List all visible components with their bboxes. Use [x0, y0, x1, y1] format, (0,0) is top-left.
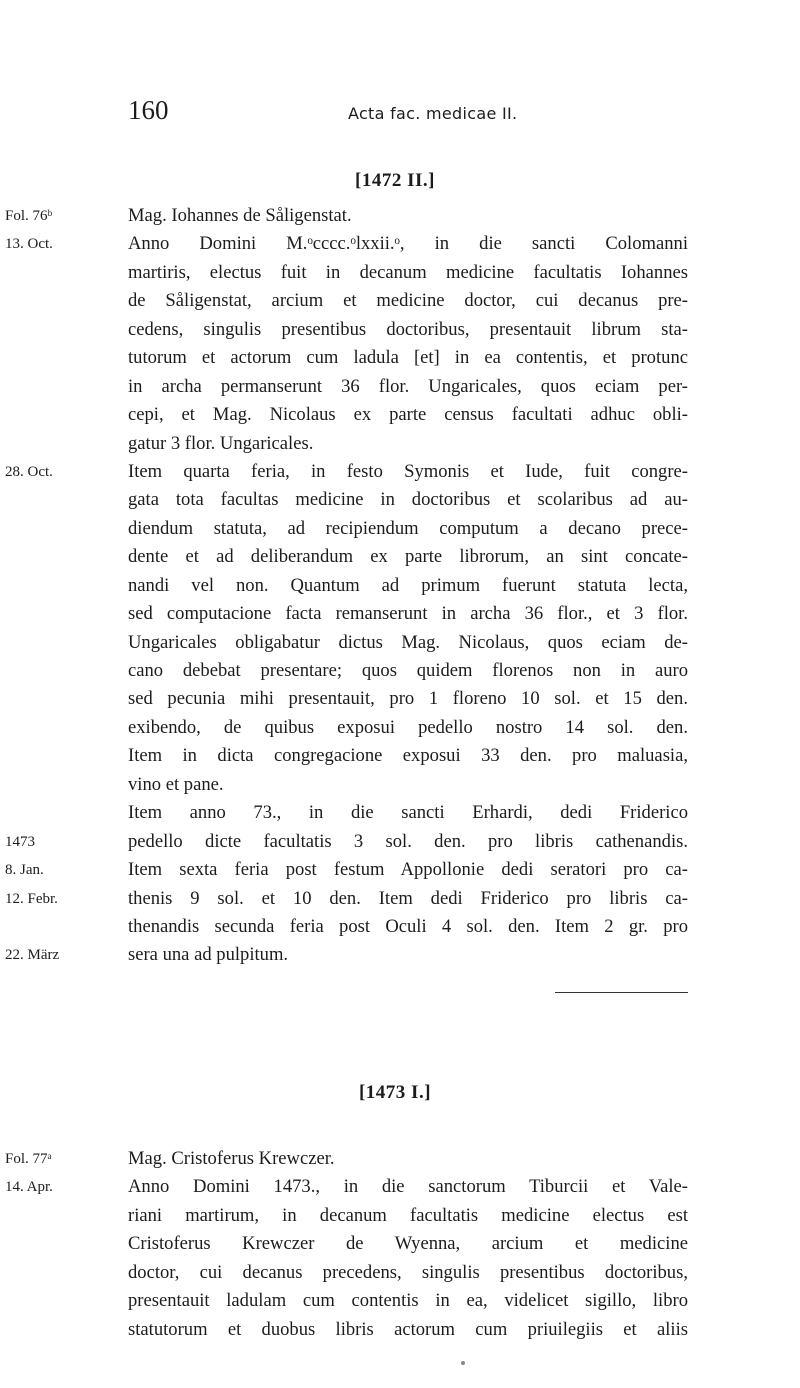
text-line: vino et pane.	[128, 773, 224, 795]
page-number: 160	[128, 95, 169, 125]
margin-notes-1472	[5, 202, 115, 998]
text-line: nandi vel non. Quantum ad primum fuerunt statuta lecta,	[128, 574, 688, 596]
text-line: doctor, cui decanus precedens, singulis presentibus doctoribus,	[128, 1261, 688, 1283]
margin-note	[5, 714, 115, 742]
margin-note: 14. Apr.	[5, 1179, 53, 1196]
margin-note	[5, 543, 115, 571]
margin-note	[5, 1287, 115, 1315]
margin-note	[5, 572, 115, 600]
text-line: Mag. Iohannes de Såligenstat.	[128, 205, 352, 226]
margin-note	[5, 430, 115, 458]
text-line: Item in dicta congregacione exposui 33 den. pro maluasia,	[128, 745, 688, 767]
margin-note: Fol. 76ᵇ	[5, 208, 53, 224]
margin-note: 22. März	[5, 947, 60, 964]
entry-1473	[128, 1145, 688, 1344]
text-line: gatur 3 flor. Ungaricales.	[128, 432, 314, 454]
margin-note: 1473	[5, 833, 35, 850]
text-line: riani martirum, in decanum facultatis medicine electus est	[128, 1204, 688, 1226]
margin-notes-1473	[5, 1145, 115, 1344]
text-line: tutorum et actorum cum ladula [et] in ea contentis, et protunc	[128, 347, 688, 369]
section-title-1473: [1473 I.]	[358, 1082, 432, 1103]
margin-note	[5, 771, 115, 799]
text-line: presentauit ladulam cum contentis in ea, videlicet sigillo, libro	[128, 1290, 688, 1312]
margin-note	[5, 657, 115, 685]
margin-note	[5, 1316, 115, 1344]
running-head: Acta fac. medicae II.	[348, 104, 518, 123]
margin-note: 28. Oct.	[5, 463, 53, 480]
text-line: diendum statuta, ad recipiendum computum a decano prece-	[128, 517, 688, 539]
text-line: Item sexta feria post festum Appollonie dedi seratori pro ca-	[128, 859, 688, 881]
margin-note: 8. Jan.	[5, 862, 44, 879]
text-line: statutorum et duobus libris actorum cum priuilegiis et aliis	[128, 1318, 688, 1340]
section-title-1472: [1472 II.]	[355, 170, 435, 191]
text-line: sed computacione facta remanserunt in archa 36 flor., et 3 flor.	[128, 603, 688, 625]
margin-note: 13. Oct.	[5, 236, 53, 253]
text-line: thenis 9 sol. et 10 den. Item dedi Friderico pro libris ca-	[128, 887, 688, 909]
text-line: cano debebat presentare; quos quidem florenos non in auro	[128, 660, 688, 681]
margin-note	[5, 629, 115, 657]
margin-note	[5, 742, 115, 770]
text-line: cepi, et Mag. Nicolaus ex parte census facultati adhuc obli-	[128, 404, 688, 426]
margin-note	[5, 913, 115, 941]
margin-note	[5, 373, 115, 401]
margin-note	[5, 1230, 115, 1258]
section-divider	[555, 992, 688, 993]
text-line: Ungaricales obligabatur dictus Mag. Nicolaus, quos eciam de-	[128, 631, 688, 653]
margin-note: Fol. 77ᵃ	[5, 1151, 52, 1167]
text-line: sera una ad pulpitum.	[128, 944, 289, 966]
text-line: gata tota facultas medicine in doctoribus et scolaribus ad au-	[128, 489, 688, 511]
margin-note	[5, 685, 115, 713]
margin-note	[5, 1202, 115, 1230]
text-line: Anno Domini 1473., in die sanctorum Tiburcii et Vale-	[128, 1176, 688, 1198]
margin-note	[5, 1259, 115, 1287]
text-line: pedello dicte facultatis 3 sol. den. pro libris cathenandis.	[128, 830, 688, 852]
margin-note: 12. Febr.	[5, 890, 58, 907]
text-line: de Såligenstat, arcium et medicine doctor, cui decanus pre-	[128, 290, 688, 312]
text-line: Cristoferus Krewczer de Wyenna, arcium et medicine	[128, 1233, 688, 1255]
text-line: Anno Domini M.ᵒcccc.ᵒlxxii.ᵒ, in die sancti Colomanni	[128, 233, 688, 255]
margin-note	[5, 401, 115, 429]
text-line: thenandis secunda feria post Oculi 4 sol. den. Item 2 gr. pro	[128, 915, 688, 937]
text-line: martiris, electus fuit in decanum medicine facultatis Iohannes	[128, 261, 688, 283]
text-line: sed pecunia mihi presentauit, pro 1 floreno 10 sol. et 15 den.	[128, 688, 688, 710]
margin-note	[5, 515, 115, 543]
margin-note	[5, 600, 115, 628]
text-line: Mag. Cristoferus Krewczer.	[128, 1148, 335, 1169]
text-line: dente et ad deliberandum ex parte librorum, an sint concate-	[128, 546, 688, 568]
text-line: Item quarta feria, in festo Symonis et Iude, fuit congre-	[128, 460, 688, 482]
margin-note	[5, 287, 115, 315]
text-line: in archa permanserunt 36 flor. Ungaricales, quos eciam per-	[128, 375, 688, 397]
margin-note	[5, 259, 115, 287]
printer-mark	[461, 1361, 465, 1365]
page-header	[0, 95, 800, 135]
text-line: exibendo, de quibus exposui pedello nostro 14 sol. den.	[128, 716, 688, 738]
margin-note	[5, 799, 115, 827]
margin-note	[5, 970, 115, 998]
text-line: Item anno 73., in die sancti Erhardi, dedi Friderico	[128, 802, 688, 824]
text-line: cedens, singulis presentibus doctoribus, presentauit librum sta-	[128, 318, 688, 340]
entry-1472	[128, 202, 688, 970]
margin-note	[5, 344, 115, 372]
margin-note	[5, 316, 115, 344]
margin-note	[5, 486, 115, 514]
